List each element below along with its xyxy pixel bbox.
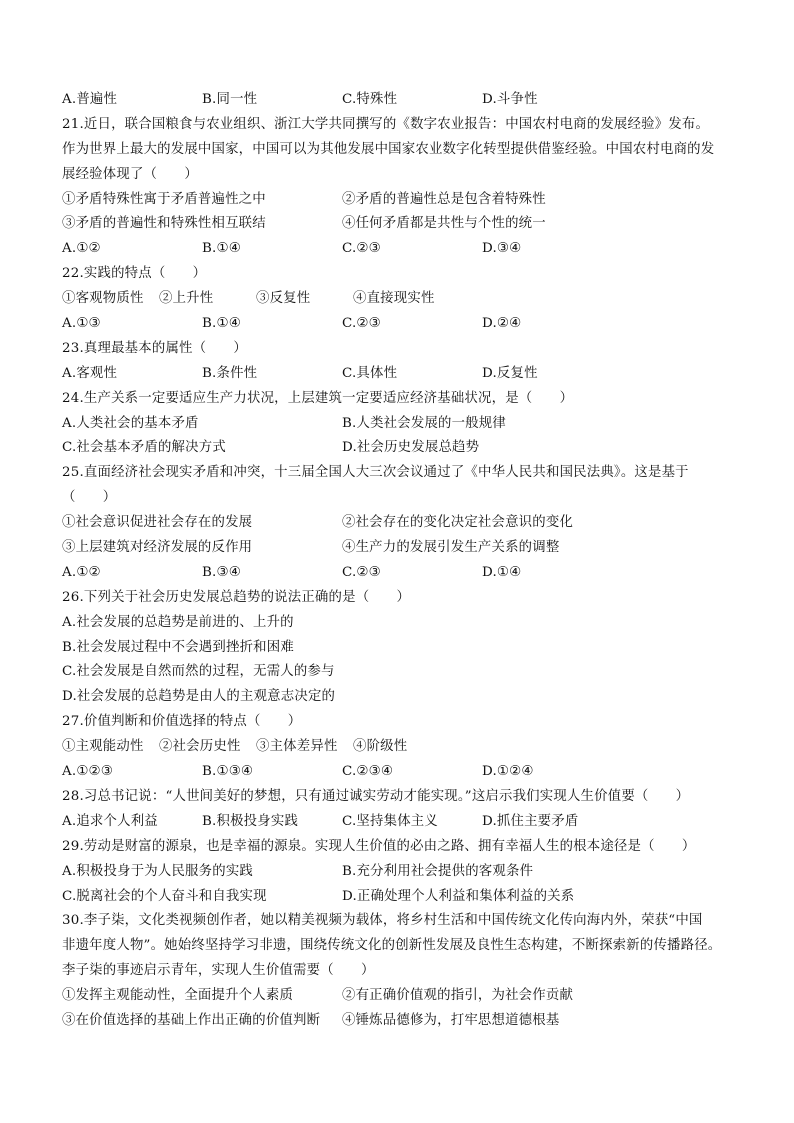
option-item: C.②③ [342, 316, 381, 332]
option-item: ②社会历史性 [159, 739, 241, 755]
text-line: 展经验体现了（ ） [62, 166, 198, 182]
option-item: D.②④ [482, 316, 522, 332]
text-line: 作为世界上最大的发展中国家，中国可以为其他发展中国家农业数字化转型提供借鉴经验。中国农村电商的发 [62, 141, 715, 157]
text-line: 30.李子柒，文化类视频创作者，她以精美视频为载体，将乡村生活和中国传统文化传向海内外，荣获“中国 [62, 913, 703, 929]
option-item: C.坚持集体主义 [342, 813, 438, 829]
option-item: ①客观物质性 [62, 291, 144, 307]
text-line: 李子柒的事迹启示青年，实现人生价值需要（ ） [62, 963, 375, 979]
option-item: A.①②③ [62, 764, 113, 780]
option-item: ②有正确价值观的指引，为社会作贡献 [342, 988, 574, 1004]
answer-options-row [62, 810, 734, 835]
statement-row [62, 735, 734, 760]
option-item: ④锤炼品德修为，打牢思想道德根基 [342, 1012, 560, 1028]
text-line: 25.直面经济社会现实矛盾和冲突，十三届全国人大三次会议通过了《中华人民共和国民法典》。这是基于 [62, 465, 689, 481]
text-line: A.社会发展的总趋势是前进的、上升的 [62, 614, 294, 630]
option-item: D.反复性 [482, 365, 538, 381]
option-item: ①矛盾特殊性寓于矛盾普遍性之中 [62, 191, 266, 207]
option-item: D.抓住主要矛盾 [482, 813, 579, 829]
option-pair-row [62, 412, 734, 437]
answer-options-row [62, 312, 734, 337]
option-item: A.客观性 [62, 365, 118, 381]
option-item: B.同一性 [202, 92, 258, 107]
option-pair-row [62, 436, 734, 461]
option-pair-row [62, 212, 734, 237]
text-line: 21.近日，联合国粮食与农业组织、浙江大学共同撰写的《数字农业报告：中国农村电商的发展经验》发布。 [62, 116, 710, 132]
statement-row [62, 287, 734, 312]
option-pair-row [62, 536, 734, 561]
option-item: C.②③④ [342, 764, 394, 780]
option-item: ①社会意识促进社会存在的发展 [62, 515, 253, 531]
option-item: C.具体性 [342, 365, 398, 381]
option-item: ④直接现实性 [353, 291, 435, 307]
text-line: D.社会发展的总趋势是由人的主观意志决定的 [62, 689, 336, 705]
option-item: ③上层建筑对经济发展的反作用 [62, 540, 253, 556]
option-item: D.斗争性 [482, 92, 538, 107]
option-pair-row [62, 188, 734, 213]
option-item: ①发挥主观能动性，全面提升个人素质 [62, 988, 294, 1004]
option-item: C.②③ [342, 241, 381, 257]
option-item: ③矛盾的普遍性和特殊性相互联结 [62, 216, 266, 232]
text-line: 24.生产关系一定要适应生产力状况，上层建筑一定要适应经济基础状况，是（ ） [62, 390, 574, 406]
option-item: C.社会基本矛盾的解决方式 [62, 440, 226, 456]
text-line: 27.价值判断和价值选择的特点（ ） [62, 714, 302, 730]
option-item: ②社会存在的变化决定社会意识的变化 [342, 515, 574, 531]
option-item: B.①④ [202, 241, 241, 257]
text-line: C.社会发展是自然而然的过程，无需人的参与 [62, 664, 335, 680]
option-item: B.①④ [202, 316, 241, 332]
option-item: B.人类社会发展的一般规律 [342, 415, 506, 431]
option-item: ①主观能动性 [62, 739, 144, 755]
option-item: B.条件性 [202, 365, 258, 381]
option-item: A.人类社会的基本矛盾 [62, 415, 199, 431]
option-item: D.③④ [482, 241, 522, 257]
option-item: B.①③④ [202, 764, 254, 780]
option-item: ③在价值选择的基础上作出正确的价值判断 [62, 1012, 321, 1028]
option-item: ②上升性 [159, 291, 214, 307]
option-pair-row [62, 511, 734, 536]
text-line: B.社会发展过程中不会遇到挫折和困难 [62, 639, 294, 655]
answer-options-row [62, 237, 734, 262]
option-item: B.③④ [202, 564, 241, 580]
text-line: 29.劳动是财富的源泉，也是幸福的源泉。实现人生价值的必由之路、拥有幸福人生的根本途径是（ ） [62, 838, 696, 854]
option-item: ③主体差异性 [256, 739, 338, 755]
option-pair-row [62, 885, 734, 910]
option-item: C.特殊性 [342, 92, 398, 107]
option-item: D.①②④ [482, 764, 534, 780]
text-line: 23.真理最基本的属性（ ） [62, 340, 247, 356]
option-item: A.①② [62, 564, 101, 580]
answer-options-row [62, 88, 734, 113]
option-pair-row [62, 860, 734, 885]
option-item: ④阶级性 [353, 739, 408, 755]
option-item: D.①④ [482, 564, 522, 580]
exam-page [62, 88, 734, 1034]
option-item: B.积极投身实践 [202, 813, 299, 829]
answer-options-row [62, 362, 734, 387]
option-item: C.脱离社会的个人奋斗和自我实现 [62, 888, 267, 904]
option-item: D.社会历史发展总趋势 [342, 440, 480, 456]
option-item: A.追求个人利益 [62, 813, 158, 829]
option-item: A.普遍性 [62, 92, 118, 107]
text-line: 非遗年度人物”。她始终坚持学习非遗，围绕传统文化的创新性发展及良性生态构建，不断探索新的传播路径。 [62, 938, 722, 954]
option-item: ②矛盾的普遍性总是包含着特殊性 [342, 191, 546, 207]
text-line: 22.实践的特点（ ） [62, 266, 207, 282]
text-line: （ ） [62, 490, 117, 506]
option-item: ④生产力的发展引发生产关系的调整 [342, 540, 560, 556]
option-item: A.①② [62, 241, 101, 257]
text-line: 28.习总书记说：“人世间美好的梦想，只有通过诚实劳动才能实现。”这启示我们实现人生价值要（ ） [62, 788, 690, 804]
option-item: D.正确处理个人利益和集体利益的关系 [342, 888, 575, 904]
option-item: ③反复性 [256, 291, 311, 307]
text-line: 26.下列关于社会历史发展总趋势的说法正确的是（ ） [62, 589, 411, 605]
option-pair-row [62, 1009, 734, 1034]
answer-options-row [62, 760, 734, 785]
option-item: ④任何矛盾都是共性与个性的统一 [342, 216, 546, 232]
option-pair-row [62, 984, 734, 1009]
option-item: C.②③ [342, 564, 381, 580]
option-item: A.积极投身于为人民服务的实践 [62, 863, 254, 879]
option-item: A.①③ [62, 316, 101, 332]
option-item: B.充分利用社会提供的客观条件 [342, 863, 534, 879]
answer-options-row [62, 561, 734, 586]
